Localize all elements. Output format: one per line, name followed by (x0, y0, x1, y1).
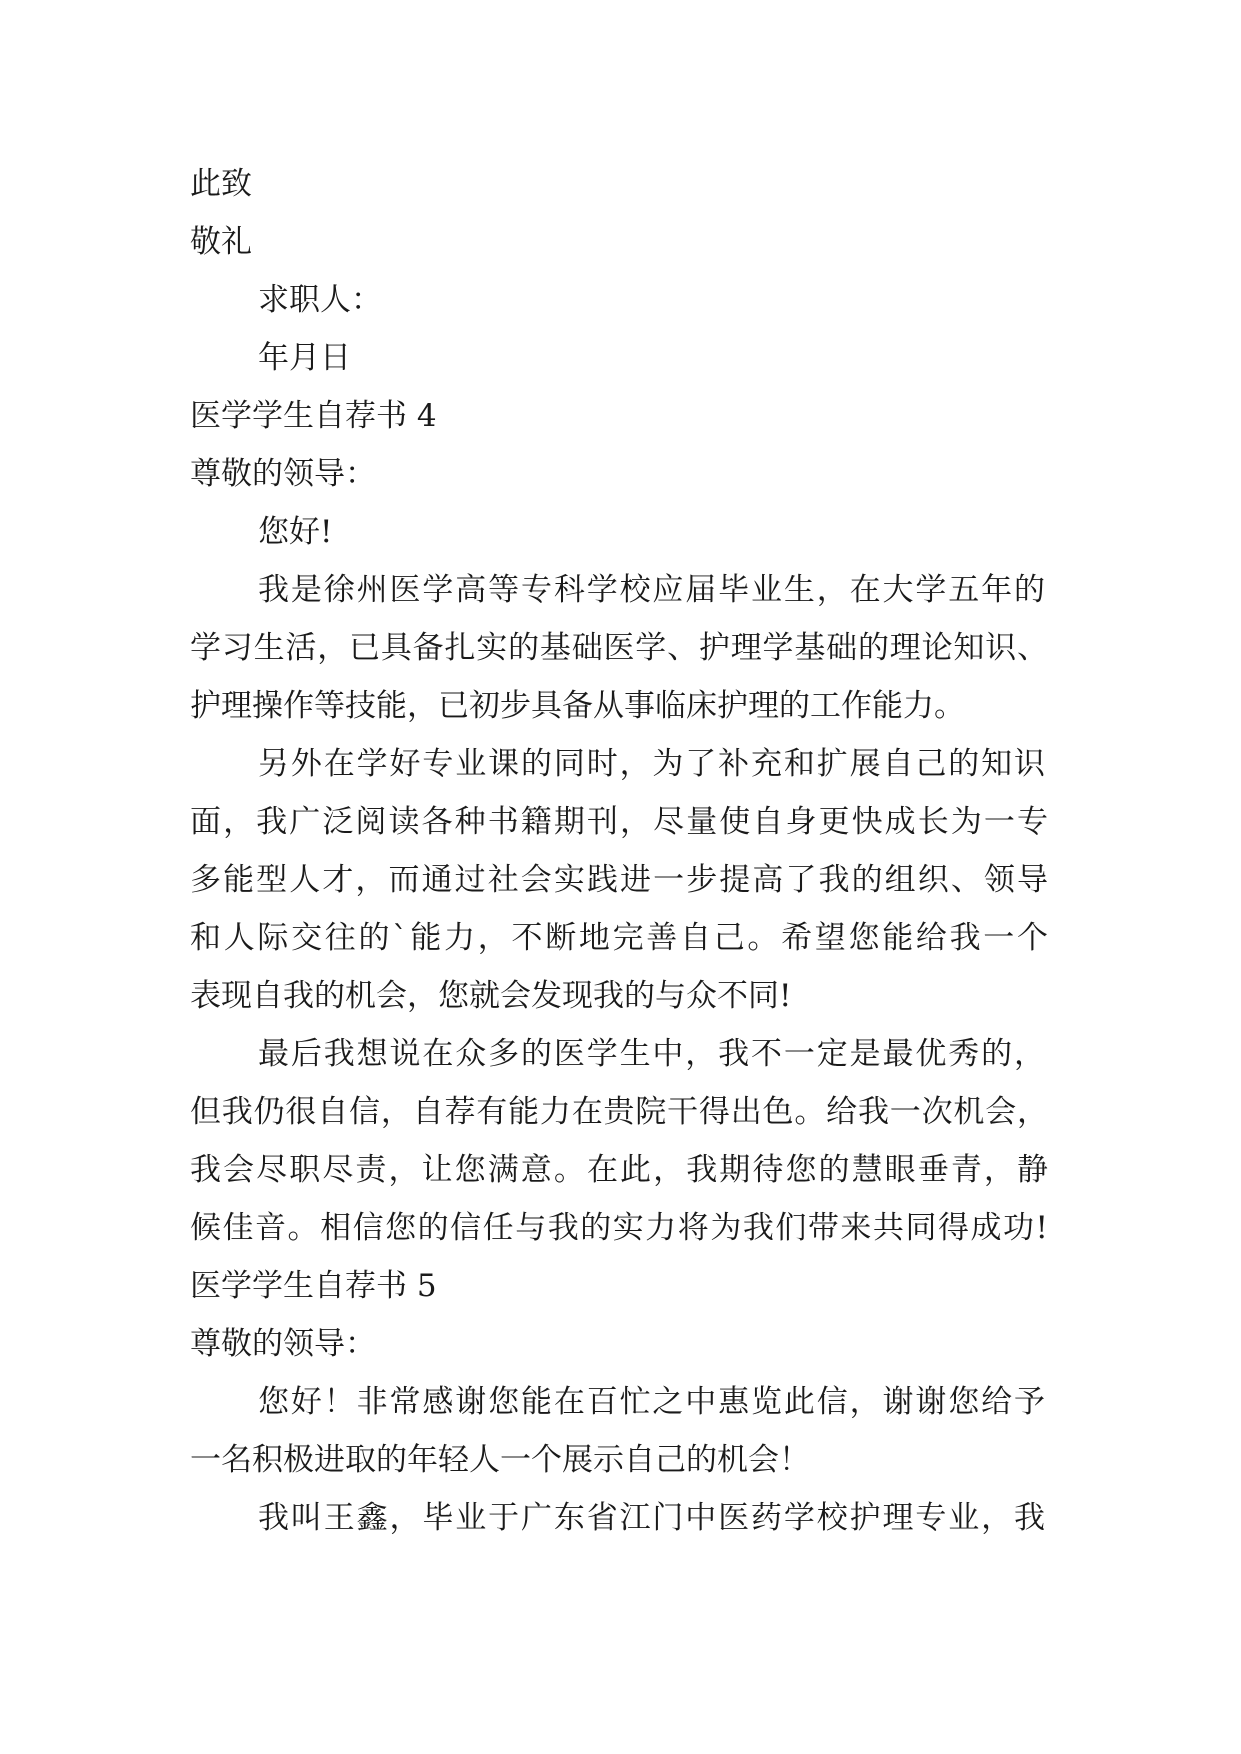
closing-line-1: 此致 (190, 166, 252, 202)
paragraph-line: 另外在学好专业课的同时，为了补充和扩展自己的知识 (258, 746, 1045, 782)
paragraph-line: 我是徐州医学高等专科学校应届毕业生，在大学五年的 (258, 572, 1045, 608)
signature-label: 求职人： (258, 282, 382, 318)
salutation-5: 尊敬的领导： (190, 1326, 376, 1362)
paragraph-line: 学习生活，已具备扎实的基础医学、护理学基础的理论知识、 (190, 630, 1048, 666)
paragraph-line: 表现自我的机会，您就会发现我的与众不同! (190, 978, 792, 1014)
paragraph-line: 候佳音。相信您的信任与我的实力将为我们带来共同得成功! (190, 1210, 1048, 1246)
date-label: 年月日 (258, 340, 351, 376)
paragraph-line: 护理操作等技能，已初步具备从事临床护理的工作能力。 (190, 688, 965, 724)
paragraph-line: 我叫王鑫，毕业于广东省江门中医药学校护理专业，我 (258, 1500, 1045, 1536)
paragraph-line: 但我仍很自信，自荐有能力在贵院干得出色。给我一次机会， (190, 1094, 1048, 1130)
paragraph-line: 最后我想说在众多的医学生中，我不一定是最优秀的， (258, 1036, 1045, 1072)
paragraph-line: 一名积极进取的年轻人一个展示自己的机会！ (190, 1442, 810, 1478)
section-heading-5: 医学学生自荐书 5 (190, 1268, 437, 1304)
paragraph-line: 我会尽职尽责，让您满意。在此，我期待您的慧眼垂青，静 (190, 1152, 1048, 1188)
paragraph-line: 多能型人才，而通过社会实践进一步提高了我的组织、领导 (190, 862, 1048, 898)
salutation-4: 尊敬的领导： (190, 456, 376, 492)
paragraph-line: 面，我广泛阅读各种书籍期刊，尽量使自身更快成长为一专 (190, 804, 1048, 840)
section-heading-4: 医学学生自荐书 4 (190, 398, 437, 434)
paragraph-line: 您好！非常感谢您能在百忙之中惠览此信，谢谢您给予 (258, 1384, 1045, 1420)
paragraph-line: 和人际交往的`能力，不断地完善自己。希望您能给我一个 (190, 920, 1048, 956)
closing-line-2: 敬礼 (190, 224, 252, 260)
greeting-4: 您好! (258, 514, 333, 550)
